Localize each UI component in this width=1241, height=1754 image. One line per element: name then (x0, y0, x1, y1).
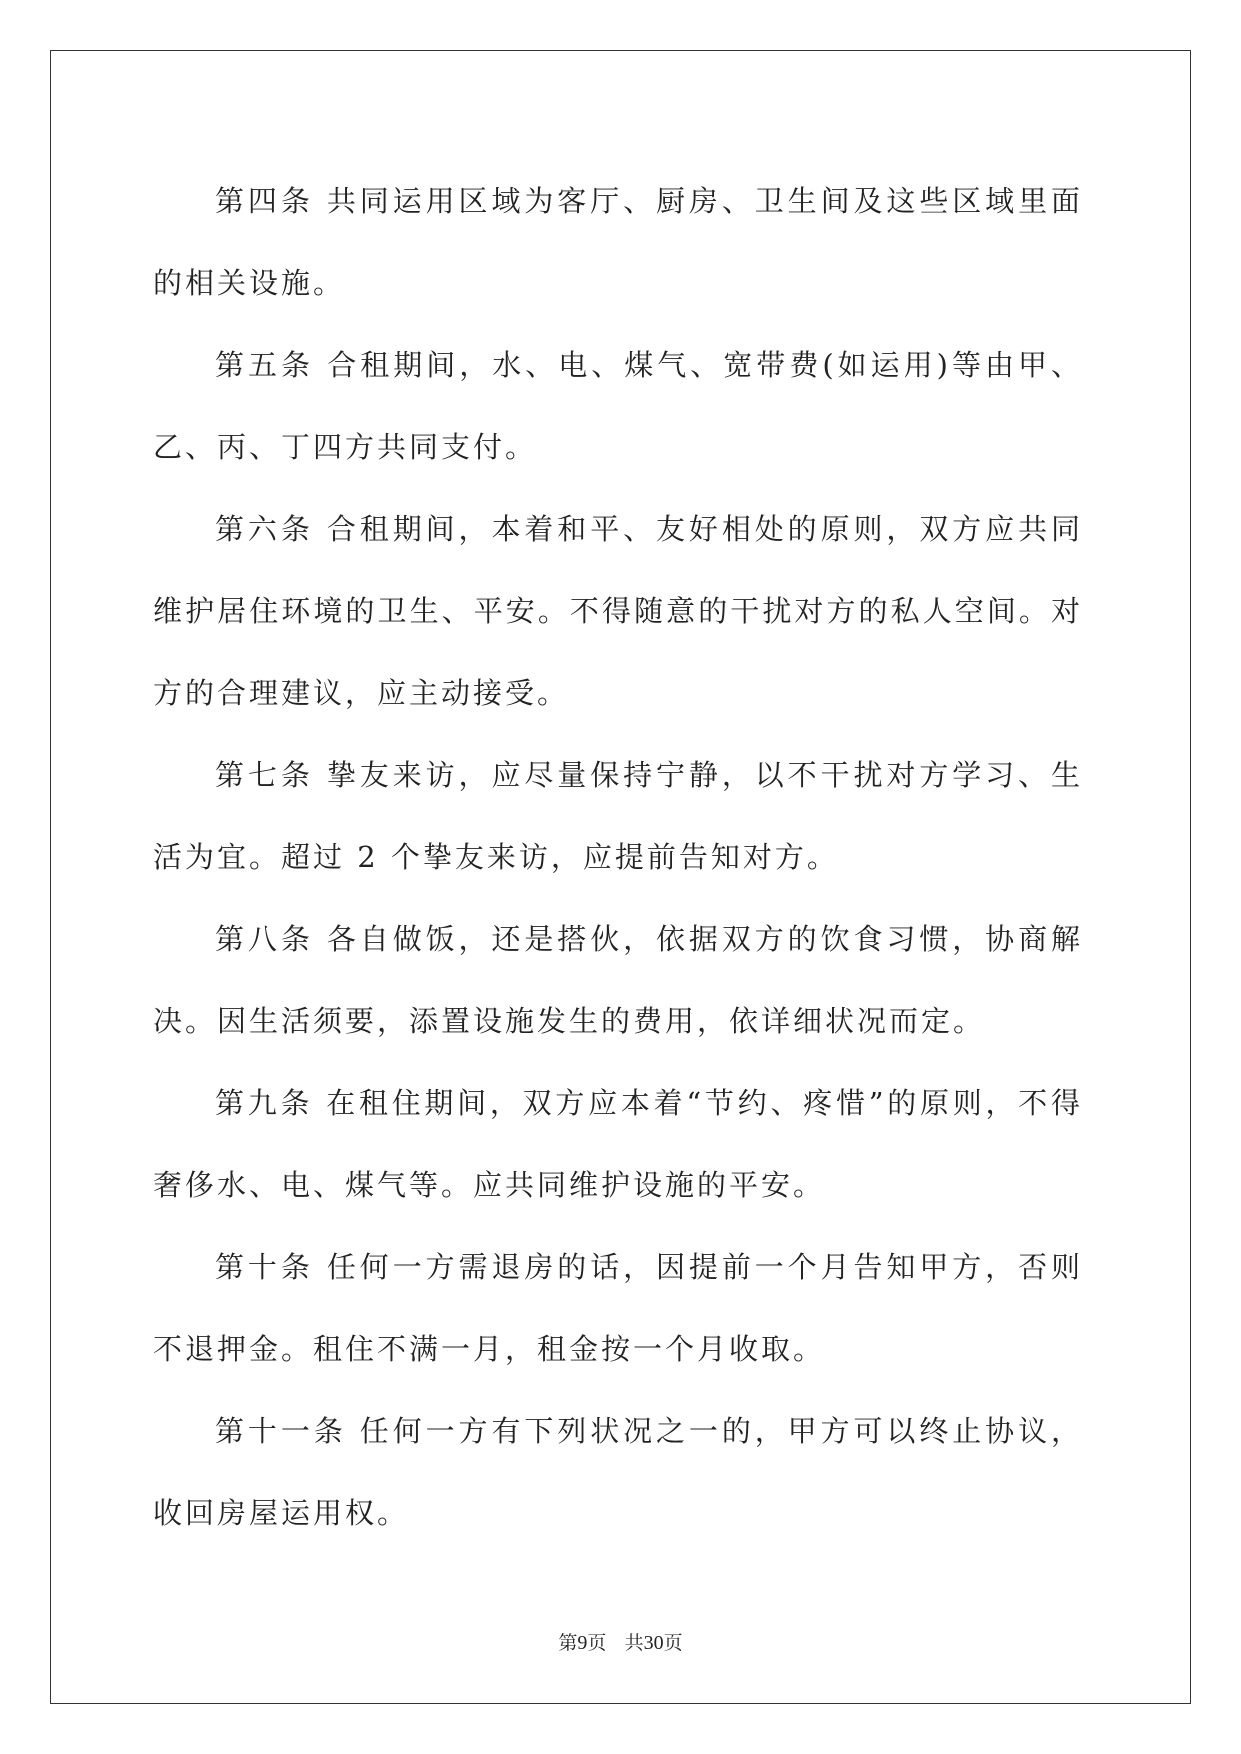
article-7: 第七条 挚友来访，应尽量保持宁静，以不干扰对方学习、生活为宜。超过 2 个挚友来访，应提前告知对方。 (153, 758, 1083, 874)
article-9: 第九条 在租住期间，双方应本着“节约、疼惜”的原则，不得奢侈水、电、煤气等。应共同维护设施的平安。 (153, 1086, 1083, 1202)
article-11: 第十一条 任何一方有下列状况之一的，甲方可以终止协议，收回房屋运用权。 (153, 1414, 1083, 1530)
article-5: 第五条 合租期间，水、电、煤气、宽带费(如运用)等由甲、乙、丙、丁四方共同支付。 (153, 348, 1083, 464)
article-6: 第六条 合租期间，本着和平、友好相处的原则，双方应共同维护居住环境的卫生、平安。不得随意的干扰对方的私人空间。对方的合理建议，应主动接受。 (153, 512, 1083, 710)
document-body (153, 160, 1083, 1554)
page-suffix: 页 (587, 1632, 607, 1654)
total-prefix: 共 (624, 1632, 644, 1654)
page-number: 9 (577, 1632, 588, 1654)
page-prefix: 第 (558, 1632, 578, 1654)
total-suffix: 页 (663, 1632, 683, 1654)
article-8: 第八条 各自做饭，还是搭伙，依据双方的饮食习惯，协商解决。因生活须要，添置设施发生的费用，依详细状况而定。 (153, 922, 1083, 1038)
article-10: 第十条 任何一方需退房的话，因提前一个月告知甲方，否则不退押金。租住不满一月，租金按一个月收取。 (153, 1250, 1083, 1366)
page-footer (0, 1628, 1241, 1655)
total-pages: 30 (643, 1632, 664, 1654)
article-4: 第四条 共同运用区域为客厅、厨房、卫生间及这些区域里面的相关设施。 (153, 184, 1083, 300)
